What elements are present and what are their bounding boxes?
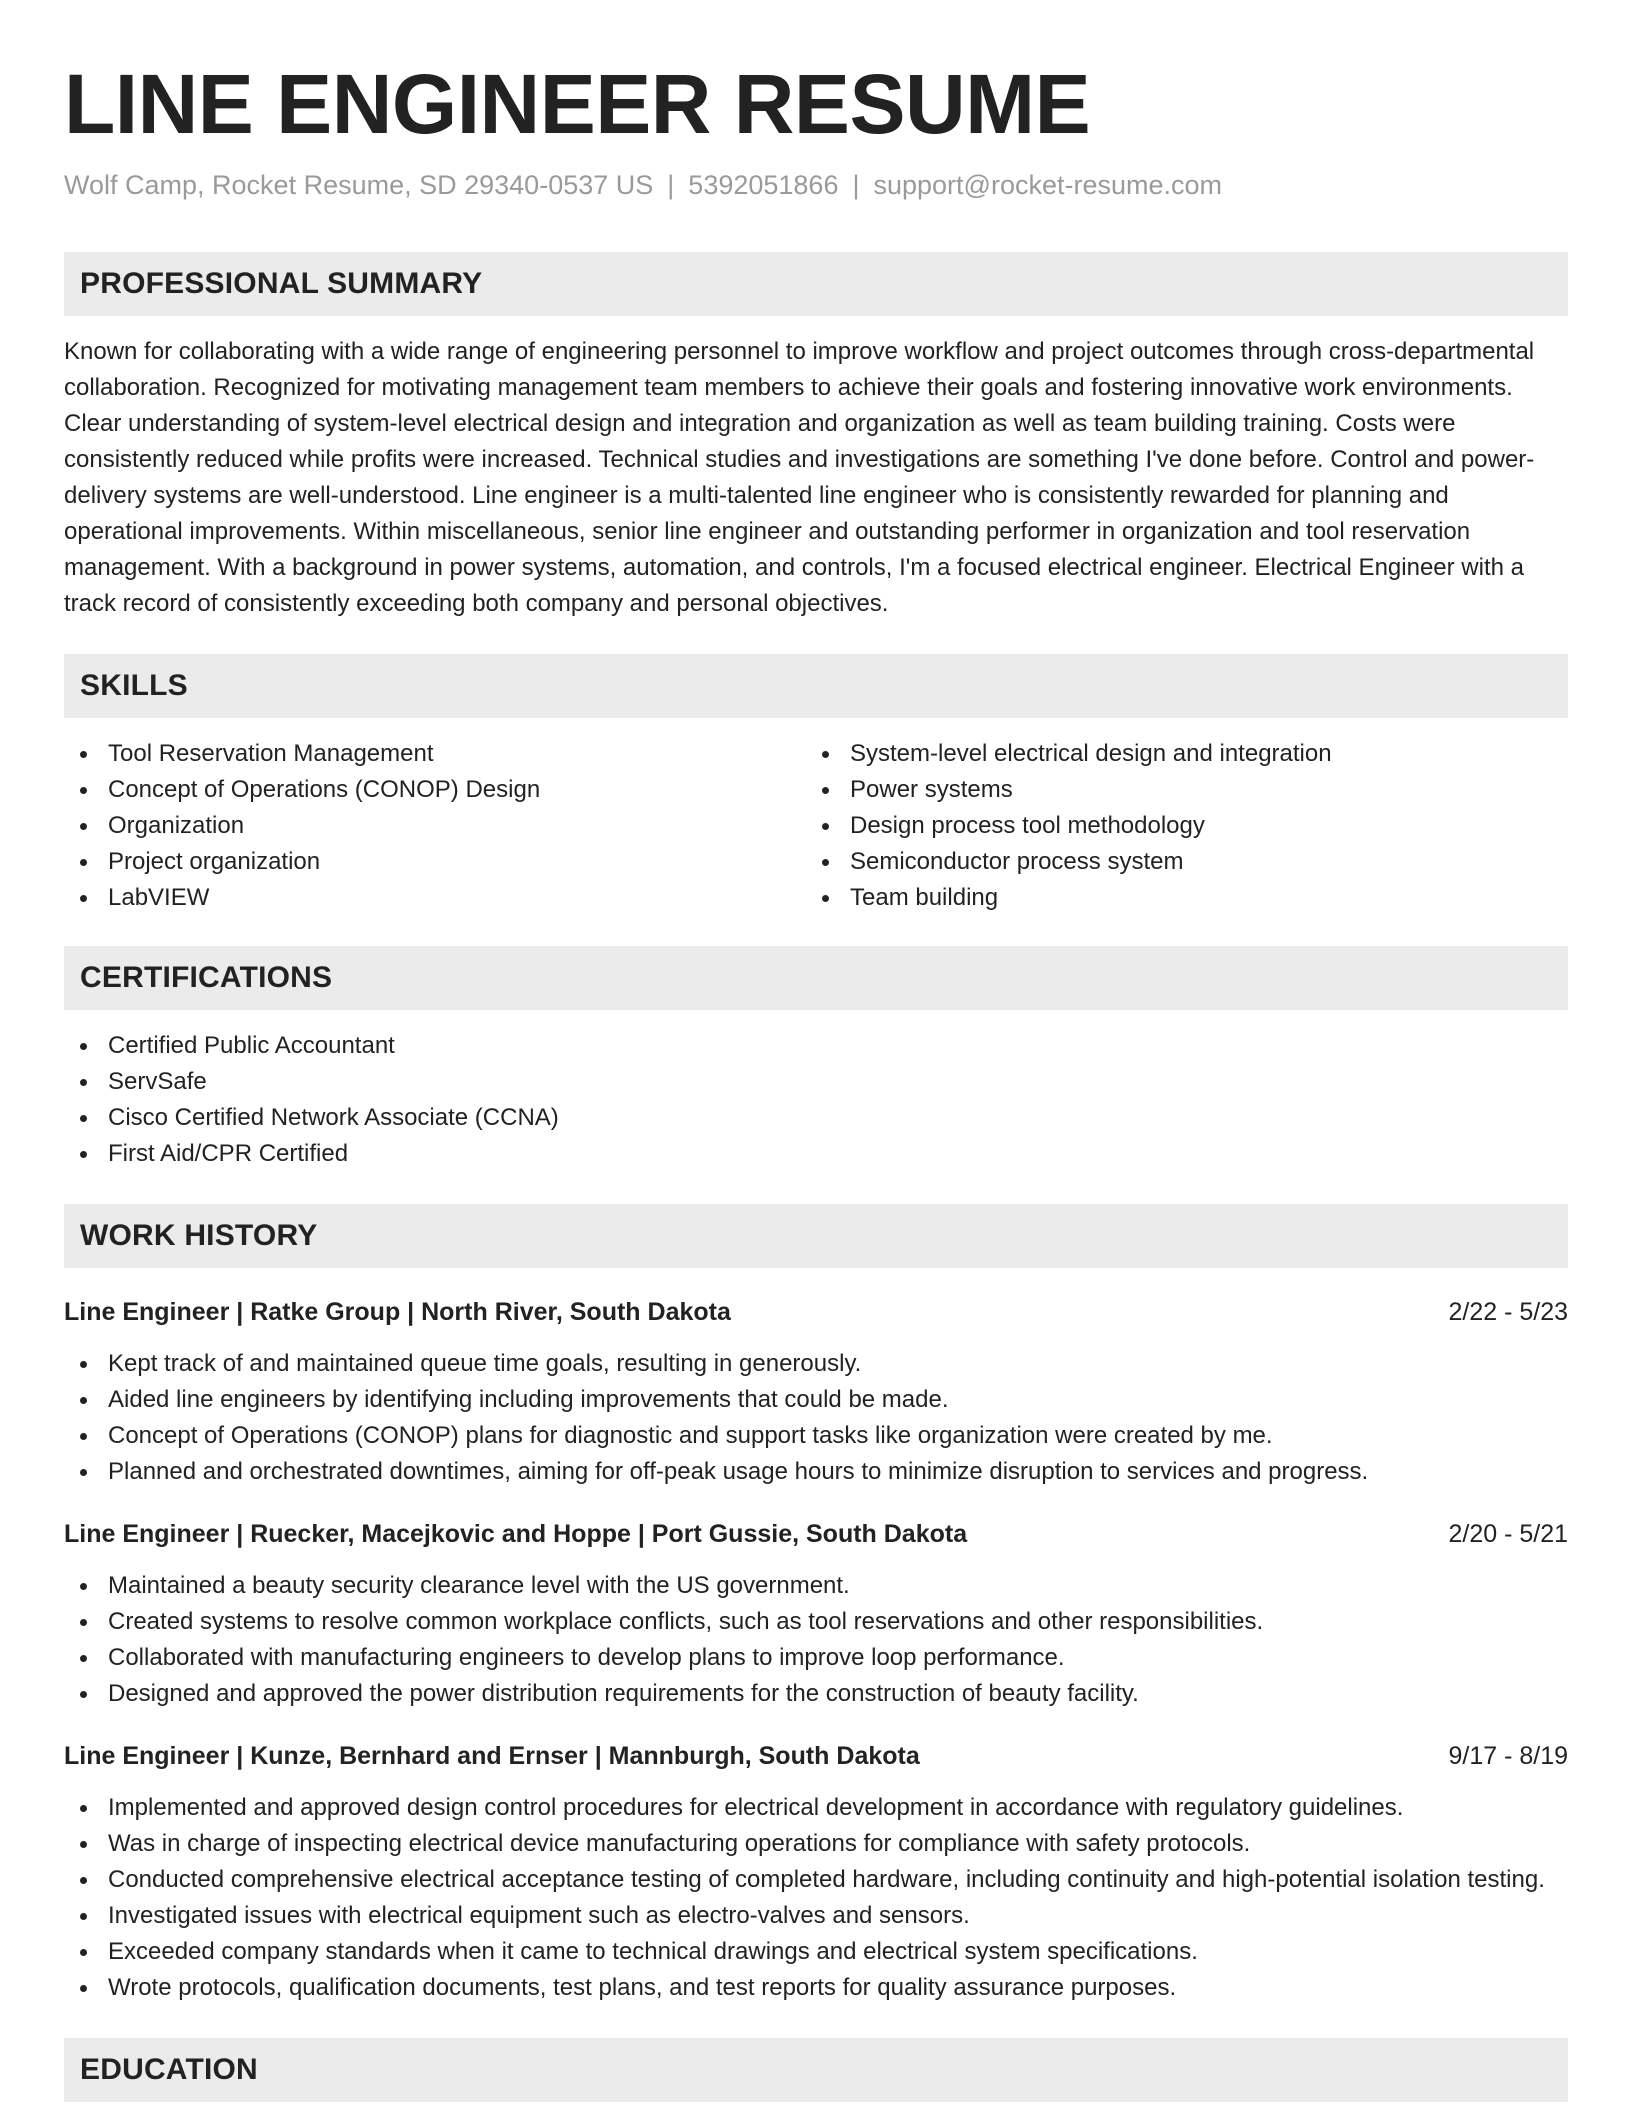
- job-bullet: Concept of Operations (CONOP) plans for diagnostic and support tasks like organization were created by me.: [64, 1418, 1568, 1454]
- job-bullet: Collaborated with manufacturing engineers to develop plans to improve loop performance.: [64, 1640, 1568, 1676]
- certification-item: ServSafe: [64, 1064, 1568, 1100]
- contact-line: [64, 168, 1568, 202]
- certification-item: Cisco Certified Network Associate (CCNA): [64, 1100, 1568, 1136]
- skill-item: Concept of Operations (CONOP) Design: [64, 772, 806, 808]
- job-bullet: Kept track of and maintained queue time goals, resulting in generously.: [64, 1346, 1568, 1382]
- job-bullet: Aided line engineers by identifying including improvements that could be made.: [64, 1382, 1568, 1418]
- skills-columns: [64, 736, 1568, 916]
- skill-item: System-level electrical design and integration: [806, 736, 1548, 772]
- contact-address: Wolf Camp, Rocket Resume, SD 29340-0537 US: [64, 170, 654, 200]
- job-bullet: Conducted comprehensive electrical acceptance testing of completed hardware, including continuity and high-potential isolation testing.: [64, 1862, 1568, 1898]
- contact-separator: |: [852, 170, 860, 200]
- skill-item: LabVIEW: [64, 880, 806, 916]
- job-bullet: Wrote protocols, qualification documents, test plans, and test reports for quality assurance purposes.: [64, 1970, 1568, 2006]
- contact-email: support@rocket-resume.com: [873, 170, 1223, 200]
- job-title: Line Engineer | Ruecker, Macejkovic and Hoppe | Port Gussie, South Dakota: [64, 1520, 968, 1548]
- skill-item: Power systems: [806, 772, 1548, 808]
- job-header: [64, 1294, 1568, 1330]
- job-header: [64, 1738, 1568, 1774]
- job-bullet-list: [64, 1790, 1568, 2006]
- certifications-list: [64, 1028, 1568, 1172]
- job-bullet: Exceeded company standards when it came to technical drawings and electrical system specifications.: [64, 1934, 1568, 1970]
- skill-item: Team building: [806, 880, 1548, 916]
- job-entry: [64, 1294, 1568, 1490]
- job-bullet: Implemented and approved design control procedures for electrical development in accordance with regulatory guidelines.: [64, 1790, 1568, 1826]
- job-entry: [64, 1516, 1568, 1712]
- contact-separator: |: [667, 170, 675, 200]
- job-dates: 2/22 - 5/23: [1448, 1298, 1568, 1326]
- skills-heading: SKILLS: [64, 654, 1568, 718]
- job-entry: [64, 1738, 1568, 2006]
- job-dates: 2/20 - 5/21: [1448, 1520, 1568, 1548]
- job-header: [64, 1516, 1568, 1552]
- job-bullet: Investigated issues with electrical equipment such as electro-valves and sensors.: [64, 1898, 1568, 1934]
- skill-item: Tool Reservation Management: [64, 736, 806, 772]
- certification-item: Certified Public Accountant: [64, 1028, 1568, 1064]
- work-history-heading: WORK HISTORY: [64, 1204, 1568, 1268]
- certification-item: First Aid/CPR Certified: [64, 1136, 1568, 1172]
- skill-item: Project organization: [64, 844, 806, 880]
- skill-item: Design process tool methodology: [806, 808, 1548, 844]
- job-bullet: Created systems to resolve common workplace conflicts, such as tool reservations and other responsibilities.: [64, 1604, 1568, 1640]
- summary-heading: PROFESSIONAL SUMMARY: [64, 252, 1568, 316]
- job-bullet: Planned and orchestrated downtimes, aiming for off-peak usage hours to minimize disruption to services and progress.: [64, 1454, 1568, 1490]
- resume-title: LINE ENGINEER RESUME: [64, 57, 1091, 151]
- job-dates: 9/17 - 8/19: [1448, 1742, 1568, 1770]
- skills-right-list: [806, 736, 1548, 916]
- education-heading: EDUCATION: [64, 2038, 1568, 2102]
- skill-item: Semiconductor process system: [806, 844, 1548, 880]
- job-bullet: Maintained a beauty security clearance level with the US government.: [64, 1568, 1568, 1604]
- certifications-heading: CERTIFICATIONS: [64, 946, 1568, 1010]
- job-bullet: Was in charge of inspecting electrical device manufacturing operations for compliance with safety protocols.: [64, 1826, 1568, 1862]
- summary-text: Known for collaborating with a wide range of engineering personnel to improve workflow and project outcomes through cross-departmental collaboration. Recognized for motivating management team members to achieve their goals and fostering innovative work environments. Clear understanding of system-level electrical design and integration and organization as well as team building training. Costs were consistently reduced while profits were increased. Technical studies and investigations are something I've done before. Control and power-delivery systems are well-understood. Line engineer is a multi-talented line engineer who is consistently rewarded for planning and operational improvements. Within miscellaneous, senior line engineer and outstanding performer in organization and tool reservation management. With a background in power systems, automation, and controls, I'm a focused electrical engineer. Electrical Engineer with a track record of consistently exceeding both company and personal objectives.: [64, 338, 1535, 617]
- job-bullet: Designed and approved the power distribution requirements for the construction of beauty facility.: [64, 1676, 1568, 1712]
- contact-phone: 5392051866: [688, 170, 839, 200]
- job-bullet-list: [64, 1346, 1568, 1490]
- job-title: Line Engineer | Ratke Group | North River, South Dakota: [64, 1298, 731, 1326]
- job-title: Line Engineer | Kunze, Bernhard and Ernser | Mannburgh, South Dakota: [64, 1742, 920, 1770]
- job-bullet-list: [64, 1568, 1568, 1712]
- skills-left-list: [64, 736, 806, 916]
- skill-item: Organization: [64, 808, 806, 844]
